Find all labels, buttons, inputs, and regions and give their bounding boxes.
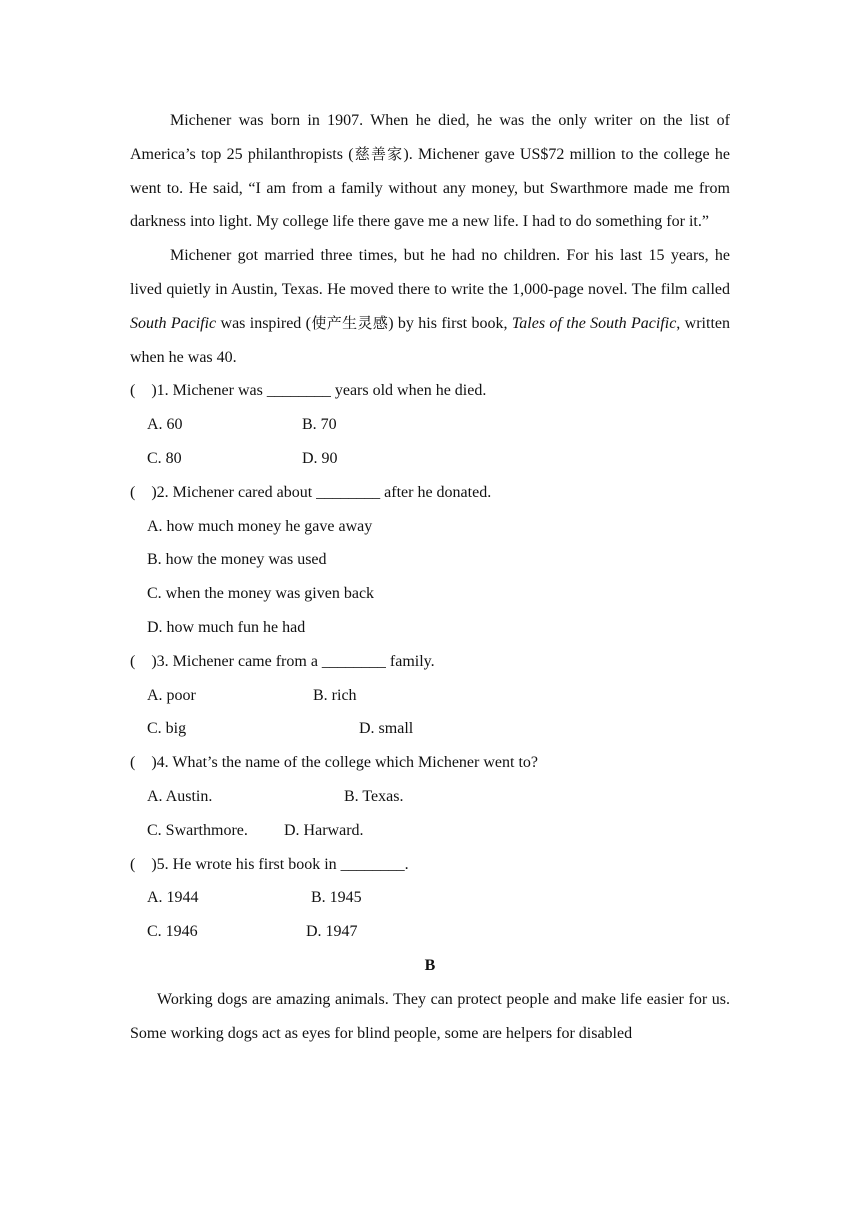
question-5-options-row-1 xyxy=(130,881,730,915)
option-c: C. Swarthmore. xyxy=(147,821,248,839)
option-c: C. big xyxy=(147,720,187,738)
option-a: A. 60 xyxy=(147,416,183,434)
film-title: South Pacific xyxy=(130,314,217,332)
option-d: D. small xyxy=(359,720,414,738)
option-d: D. 90 xyxy=(302,449,338,467)
question-3-options-row-2 xyxy=(130,712,730,746)
passage-b-paragraph-1: Working dogs are amazing animals. They can protect people and make life easier for us. Some working dogs act as eyes for blind people, some are helpers for disabled xyxy=(130,990,730,1042)
text-run: ) by his first book, xyxy=(388,314,512,332)
text-run: was inspired ( xyxy=(216,314,312,332)
section-b-heading: B xyxy=(424,956,436,974)
option-d: D. Harward. xyxy=(284,821,364,839)
question-4-options-row-2 xyxy=(130,814,730,848)
option-b: B. 1945 xyxy=(311,889,362,907)
chinese-gloss: 慈善家 xyxy=(353,144,404,163)
option-c: C. 1946 xyxy=(147,923,198,941)
text-run: , written when he was 40. xyxy=(130,314,730,366)
option-a: A. poor xyxy=(147,686,196,704)
question-1-options-row-2 xyxy=(130,442,730,476)
option-d: D. how much fun he had xyxy=(147,618,306,636)
option-d: D. 1947 xyxy=(306,923,358,941)
text-run: Michener got married three times, but he had no children. For his last 15 years, he lived quietly in Austin, Texas. He moved there to write the 1,000-page novel. The film called xyxy=(130,247,730,298)
document-page xyxy=(130,104,730,1050)
option-c: C. when the money was given back xyxy=(147,585,375,603)
option-b: B. Texas. xyxy=(344,787,404,805)
question-4-stem: ( )4. What’s the name of the college which Michener went to? xyxy=(130,754,539,772)
question-1-options-row-1 xyxy=(130,408,730,442)
passage-a-paragraph-2 xyxy=(130,239,730,374)
question-4-options-row-1 xyxy=(130,780,730,814)
question-2-stem: ( )2. Michener cared about ________ after he donated. xyxy=(130,483,492,501)
option-a: A. 1944 xyxy=(147,889,199,907)
book-title: Tales of the South Pacific xyxy=(511,314,677,332)
question-1-stem: ( )1. Michener was ________ years old when he died. xyxy=(130,382,487,400)
passage-a-paragraph-1 xyxy=(130,104,730,239)
question-5-options-row-2 xyxy=(130,915,730,949)
option-a: A. Austin. xyxy=(147,787,213,805)
text-run: Michener was born in 1907. When he died, he was the only writer on the list of America’s top 25 philanthropists ( xyxy=(130,112,730,163)
option-b: B. 70 xyxy=(302,416,337,434)
question-3-options-row-1 xyxy=(130,679,730,713)
option-a: A. how much money he gave away xyxy=(147,517,373,535)
option-b: B. how the money was used xyxy=(147,551,327,569)
question-5-stem: ( )5. He wrote his first book in ________. xyxy=(130,855,409,873)
option-b: B. rich xyxy=(313,686,357,704)
question-3-stem: ( )3. Michener came from a ________ family. xyxy=(130,652,435,670)
text-run: ). Michener gave US$72 million to the college he went to. He said, “I am from a family without any money, but Swarthmore made me from darkness into light. My college life there gave me a new life. I had to do something for it.” xyxy=(130,145,730,231)
chinese-gloss: 使产生灵感 xyxy=(311,313,389,332)
option-c: C. 80 xyxy=(147,449,182,467)
